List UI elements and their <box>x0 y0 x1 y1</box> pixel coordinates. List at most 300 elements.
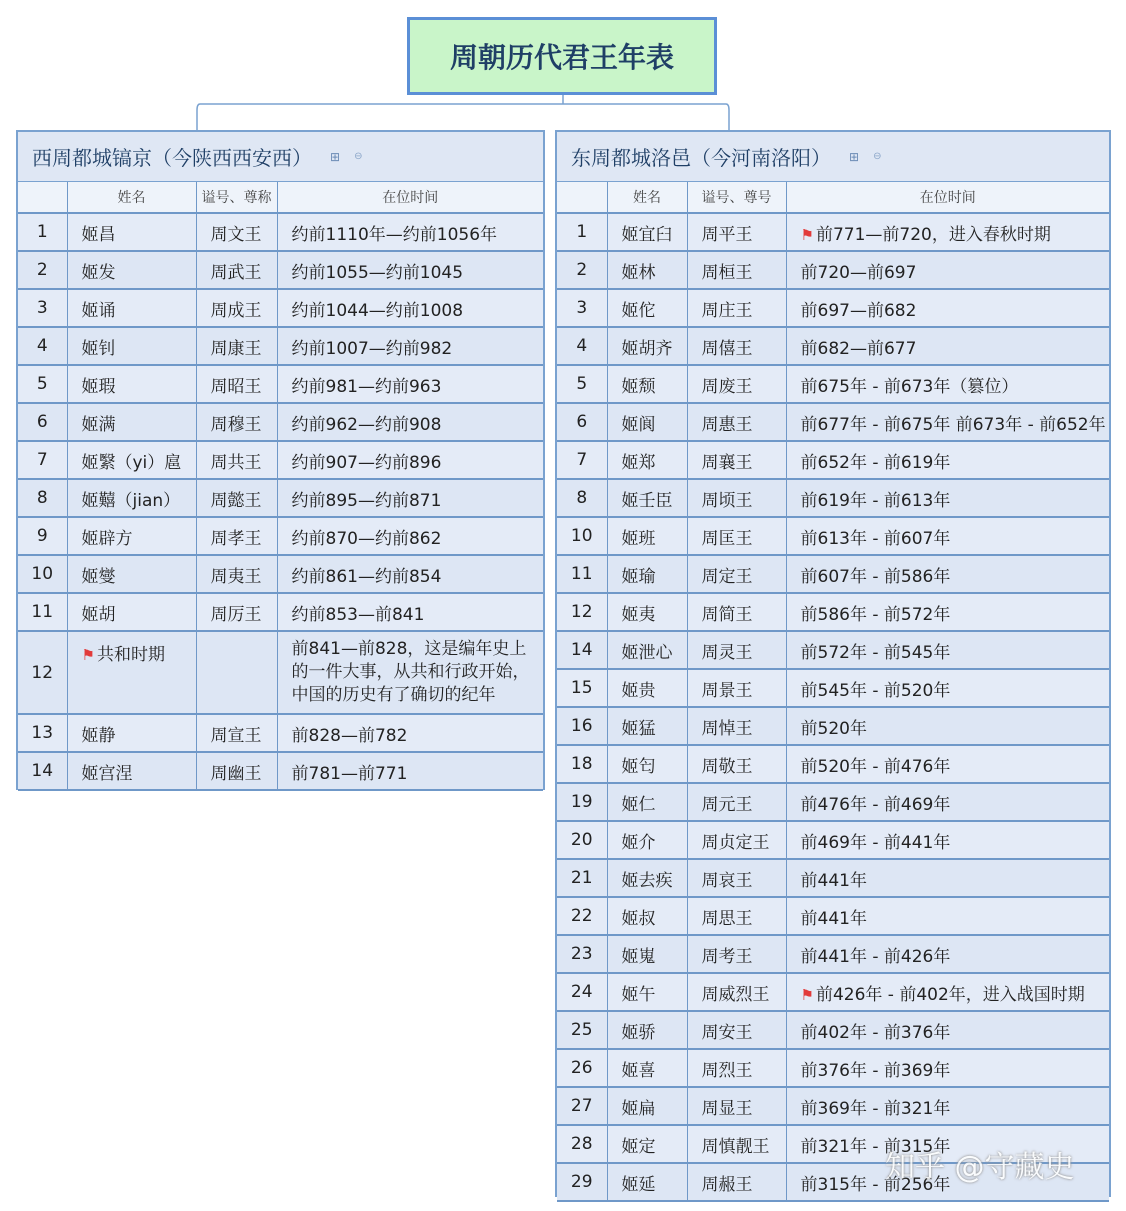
row-reign-text: 前402年 - 前376年 <box>800 1022 951 1043</box>
flag-icon: ⚑ <box>81 646 95 664</box>
row-index: 5 <box>557 365 607 403</box>
row-reign-text: 约前1110年—约前1056年 <box>291 224 498 245</box>
table-row <box>557 403 1109 441</box>
row-name-text: 姬瑜 <box>621 566 656 587</box>
row-reign <box>786 1087 1109 1125</box>
row-reign-text: 前369年 - 前321年 <box>800 1098 951 1119</box>
table-row <box>557 707 1109 745</box>
row-name <box>67 365 196 403</box>
table-row <box>557 783 1109 821</box>
row-name-text: 姬午 <box>621 984 656 1005</box>
row-index: 1 <box>557 213 607 251</box>
row-title: 周穆王 <box>196 403 277 441</box>
row-index: 13 <box>18 714 67 752</box>
row-reign-text: 前771—前720，进入春秋时期 <box>815 224 1051 245</box>
row-index: 4 <box>557 327 607 365</box>
row-name-text: 姬匄 <box>621 756 656 777</box>
row-index: 3 <box>18 289 67 327</box>
row-index: 5 <box>18 365 67 403</box>
row-index: 24 <box>557 973 607 1011</box>
row-name-text: 姬囏（jian） <box>81 490 181 511</box>
row-reign <box>786 441 1109 479</box>
row-index: 16 <box>557 707 607 745</box>
row-title: 周僖王 <box>687 327 786 365</box>
row-reign-text: 约前861—约前854 <box>291 566 442 587</box>
row-index: 6 <box>18 403 67 441</box>
row-reign <box>277 479 543 517</box>
row-name <box>67 517 196 555</box>
row-index: 1 <box>18 213 67 251</box>
table-row <box>18 365 543 403</box>
row-reign <box>786 973 1109 1011</box>
row-name <box>607 821 687 859</box>
row-name <box>607 441 687 479</box>
row-name-text: 姬林 <box>621 262 656 283</box>
row-name <box>607 479 687 517</box>
row-name-text: 姬胡齐 <box>621 338 673 359</box>
row-name <box>67 555 196 593</box>
row-name <box>607 1163 687 1201</box>
row-title: 周平王 <box>687 213 786 251</box>
table-row <box>557 441 1109 479</box>
row-name-text: 姬辟方 <box>81 528 133 549</box>
row-title: 周废王 <box>687 365 786 403</box>
table-row <box>18 251 543 289</box>
row-reign-text: 约前1007—约前982 <box>291 338 453 359</box>
row-name <box>67 213 196 251</box>
row-title: 周哀王 <box>687 859 786 897</box>
row-index: 6 <box>557 403 607 441</box>
row-reign-text: 约前853—前841 <box>291 604 425 625</box>
row-index: 28 <box>557 1125 607 1163</box>
row-reign-text: 约前907—约前896 <box>291 452 442 473</box>
col-header-name: 姓名 <box>607 182 687 213</box>
row-reign <box>277 752 543 790</box>
row-reign <box>786 1011 1109 1049</box>
row-name-text: 姬胡 <box>81 604 116 625</box>
row-name-text: 姬繄（yi）扈 <box>81 452 182 473</box>
row-reign-text: 前315年 - 前256年 <box>800 1174 951 1195</box>
row-name <box>607 289 687 327</box>
row-title: 周敬王 <box>687 745 786 783</box>
row-name-text: 姬瑕 <box>81 376 116 397</box>
table-row <box>557 479 1109 517</box>
table-row <box>18 631 543 714</box>
row-name-text: 共和时期 <box>96 645 165 665</box>
table-row <box>557 251 1109 289</box>
row-reign-text: 前441年 <box>800 870 867 891</box>
row-reign <box>786 213 1109 251</box>
row-reign <box>277 555 543 593</box>
row-name <box>607 707 687 745</box>
row-reign <box>786 631 1109 669</box>
col-header-title: 谥号、尊称 <box>196 182 277 213</box>
row-title: 周定王 <box>687 555 786 593</box>
row-title: 周考王 <box>687 935 786 973</box>
row-reign-text: 前426年 - 前402年，进入战国时期 <box>815 984 1085 1005</box>
row-title: 周厉王 <box>196 593 277 631</box>
row-reign <box>786 897 1109 935</box>
row-name <box>607 365 687 403</box>
row-reign-text: 前476年 - 前469年 <box>800 794 951 815</box>
row-name <box>607 1049 687 1087</box>
row-reign-text: 前697—前682 <box>800 300 917 321</box>
row-name <box>607 859 687 897</box>
row-index: 8 <box>557 479 607 517</box>
row-reign <box>786 251 1109 289</box>
table-row <box>18 289 543 327</box>
row-index: 9 <box>18 517 67 555</box>
row-name-text: 姬郑 <box>621 452 656 473</box>
row-reign <box>786 935 1109 973</box>
row-index: 15 <box>557 669 607 707</box>
col-header-reign: 在位时间 <box>277 182 543 213</box>
row-reign <box>277 441 543 479</box>
row-name <box>607 669 687 707</box>
row-name-text: 姬泄心 <box>621 642 673 663</box>
table-row <box>18 441 543 479</box>
row-name-text: 姬喜 <box>621 1060 656 1081</box>
row-reign-text: 前545年 - 前520年 <box>800 680 951 701</box>
row-index: 4 <box>18 327 67 365</box>
table-row <box>557 821 1109 859</box>
row-name-text: 姬延 <box>621 1174 656 1195</box>
row-name-text: 姬贵 <box>621 680 656 701</box>
row-title: 周孝王 <box>196 517 277 555</box>
row-name-text: 姬宜臼 <box>621 224 673 245</box>
table-row <box>18 593 543 631</box>
row-reign <box>786 517 1109 555</box>
row-reign <box>786 555 1109 593</box>
row-reign-text: 前720—前697 <box>800 262 917 283</box>
table-row <box>557 669 1109 707</box>
row-name <box>607 1011 687 1049</box>
row-reign <box>277 251 543 289</box>
flag-icon: ⚑ <box>800 225 814 244</box>
row-name-text: 姬发 <box>81 262 116 283</box>
row-title: 周烈王 <box>687 1049 786 1087</box>
row-name <box>67 714 196 752</box>
row-name <box>607 1087 687 1125</box>
west-zhou-heading-bar <box>18 132 543 182</box>
row-name-text: 姬骄 <box>621 1022 656 1043</box>
row-reign-text: 前607年 - 前586年 <box>800 566 951 587</box>
row-index: 7 <box>557 441 607 479</box>
row-name <box>607 403 687 441</box>
row-index: 3 <box>557 289 607 327</box>
row-reign-text: 前828—前782 <box>291 725 408 746</box>
east-zhou-table <box>557 182 1109 1202</box>
table-row <box>557 935 1109 973</box>
east-zhou-heading-bar <box>557 132 1109 182</box>
row-title: 周顷王 <box>687 479 786 517</box>
row-reign-text: 前441年 <box>800 908 867 929</box>
row-reign-text: 约前962—约前908 <box>291 414 442 435</box>
row-name <box>67 327 196 365</box>
west-zhou-table <box>18 182 543 791</box>
row-reign-text: 前613年 - 前607年 <box>800 528 951 549</box>
row-index: 14 <box>557 631 607 669</box>
row-title: 周慎靓王 <box>687 1125 786 1163</box>
row-name <box>607 555 687 593</box>
watermark: 知乎 @守藏史 <box>885 1150 1075 1185</box>
row-reign <box>786 327 1109 365</box>
row-reign-text: 约前895—约前871 <box>291 490 442 511</box>
row-index: 2 <box>18 251 67 289</box>
row-reign <box>786 783 1109 821</box>
row-title: 周文王 <box>196 213 277 251</box>
row-reign-text: 前572年 - 前545年 <box>800 642 951 663</box>
table-row <box>557 289 1109 327</box>
table-row <box>557 897 1109 935</box>
row-reign-text: 前441年 - 前426年 <box>800 946 951 967</box>
table-row <box>557 365 1109 403</box>
row-index: 22 <box>557 897 607 935</box>
row-reign <box>277 403 543 441</box>
row-name-text: 姬佗 <box>621 300 656 321</box>
row-title: 周庄王 <box>687 289 786 327</box>
row-title: 周惠王 <box>687 403 786 441</box>
row-name <box>67 631 196 714</box>
row-name-text: 姬猛 <box>621 718 656 739</box>
row-reign <box>277 365 543 403</box>
row-reign <box>786 707 1109 745</box>
table-row <box>557 1049 1109 1087</box>
central-topic[interactable] <box>407 17 717 95</box>
row-name-text: 姬介 <box>621 832 656 853</box>
east-zhou-panel[interactable] <box>555 130 1111 1197</box>
col-header-index <box>18 182 67 213</box>
row-reign <box>786 745 1109 783</box>
row-name <box>67 441 196 479</box>
table-row <box>557 593 1109 631</box>
row-reign-text: 前520年 <box>800 718 867 739</box>
row-reign-text: 前520年 - 前476年 <box>800 756 951 777</box>
row-index: 11 <box>557 555 607 593</box>
table-row <box>557 213 1109 251</box>
table-row <box>557 631 1109 669</box>
table-row <box>557 745 1109 783</box>
row-name <box>67 479 196 517</box>
row-name <box>607 745 687 783</box>
row-title: 周安王 <box>687 1011 786 1049</box>
row-title: 周昭王 <box>196 365 277 403</box>
row-name <box>67 251 196 289</box>
table-row <box>18 213 543 251</box>
row-index: 12 <box>557 593 607 631</box>
row-index: 18 <box>557 745 607 783</box>
row-reign-text: 前321年 - 前315年 <box>800 1136 951 1157</box>
table-add-icon[interactable]: ⊞ <box>330 149 341 164</box>
row-reign-text: 前841—前828，这是编年史上的一件大事，从共和行政开始，中国的历史有了确切的纪年 <box>291 639 530 705</box>
row-index: 19 <box>557 783 607 821</box>
page-title: 周朝历代君王年表 <box>449 41 674 74</box>
row-title: 周懿王 <box>196 479 277 517</box>
row-name <box>607 973 687 1011</box>
row-title: 周夷王 <box>196 555 277 593</box>
row-name <box>67 289 196 327</box>
row-name-text: 姬嵬 <box>621 946 656 967</box>
row-name <box>607 593 687 631</box>
row-name-text: 姬壬臣 <box>621 490 673 511</box>
row-reign-text: 前586年 - 前572年 <box>800 604 951 625</box>
row-index: 25 <box>557 1011 607 1049</box>
row-title: 周灵王 <box>687 631 786 669</box>
row-index: 7 <box>18 441 67 479</box>
table-add-icon[interactable]: ⊞ <box>849 149 860 164</box>
row-reign <box>277 714 543 752</box>
row-name-text: 姬夷 <box>621 604 656 625</box>
row-title: 周康王 <box>196 327 277 365</box>
row-index: 26 <box>557 1049 607 1087</box>
row-name <box>67 593 196 631</box>
row-reign-text: 约前870—约前862 <box>291 528 442 549</box>
col-header-index <box>557 182 607 213</box>
row-reign <box>786 479 1109 517</box>
table-row <box>18 555 543 593</box>
row-index: 11 <box>18 593 67 631</box>
west-zhou-panel[interactable] <box>16 130 545 790</box>
row-title: 周显王 <box>687 1087 786 1125</box>
row-name-text: 姬仁 <box>621 794 656 815</box>
row-index: 12 <box>18 631 67 714</box>
row-reign-text: 前781—前771 <box>291 763 408 784</box>
row-index: 10 <box>557 517 607 555</box>
row-reign-text: 前652年 - 前619年 <box>800 452 951 473</box>
col-header-reign: 在位时间 <box>786 182 1109 213</box>
row-index: 23 <box>557 935 607 973</box>
row-title: 周景王 <box>687 669 786 707</box>
row-title: 周共王 <box>196 441 277 479</box>
row-title: 周悼王 <box>687 707 786 745</box>
table-row <box>557 555 1109 593</box>
row-reign <box>277 517 543 555</box>
row-name-text: 姬扁 <box>621 1098 656 1119</box>
table-row <box>557 859 1109 897</box>
row-reign-text: 前376年 - 前369年 <box>800 1060 951 1081</box>
row-name-text: 姬昌 <box>81 224 116 245</box>
row-title: 周元王 <box>687 783 786 821</box>
row-title <box>196 631 277 714</box>
row-title: 周宣王 <box>196 714 277 752</box>
row-title: 周武王 <box>196 251 277 289</box>
row-title: 周简王 <box>687 593 786 631</box>
table-row <box>18 403 543 441</box>
row-index: 27 <box>557 1087 607 1125</box>
row-reign <box>277 631 543 714</box>
row-index: 10 <box>18 555 67 593</box>
row-reign-text: 约前981—约前963 <box>291 376 442 397</box>
col-header-name: 姓名 <box>67 182 196 213</box>
collapse-icon[interactable]: ⊖ <box>354 151 363 162</box>
row-reign-text: 前675年 - 前673年（篡位） <box>800 376 1019 397</box>
row-reign-text: 约前1055—约前1045 <box>291 262 464 283</box>
table-row <box>557 327 1109 365</box>
row-name <box>607 935 687 973</box>
row-title: 周成王 <box>196 289 277 327</box>
west-zhou-heading: 西周都城镐京（今陕西西安西） <box>32 146 312 170</box>
row-reign <box>786 821 1109 859</box>
row-name <box>607 517 687 555</box>
row-index: 14 <box>18 752 67 790</box>
row-reign <box>786 669 1109 707</box>
table-row <box>557 973 1109 1011</box>
row-index: 20 <box>557 821 607 859</box>
row-reign <box>786 365 1109 403</box>
col-header-title: 谥号、尊号 <box>687 182 786 213</box>
row-name-text: 姬颓 <box>621 376 656 397</box>
row-reign-text: 约前1044—约前1008 <box>291 300 464 321</box>
row-reign <box>786 593 1109 631</box>
row-index: 8 <box>18 479 67 517</box>
row-title: 周威烈王 <box>687 973 786 1011</box>
row-name-text: 姬满 <box>81 414 116 435</box>
row-reign <box>786 859 1109 897</box>
row-title: 周赧王 <box>687 1163 786 1201</box>
row-reign-text: 前619年 - 前613年 <box>800 490 951 511</box>
row-reign <box>786 1049 1109 1087</box>
flag-icon: ⚑ <box>800 985 814 1004</box>
row-title: 周匡王 <box>687 517 786 555</box>
row-name-text: 姬静 <box>81 725 116 746</box>
row-name <box>607 897 687 935</box>
row-name-text: 姬宫涅 <box>81 763 133 784</box>
row-index: 2 <box>557 251 607 289</box>
table-row <box>18 327 543 365</box>
row-index: 21 <box>557 859 607 897</box>
row-title: 周思王 <box>687 897 786 935</box>
table-row <box>18 714 543 752</box>
row-name <box>607 783 687 821</box>
row-index: 29 <box>557 1163 607 1201</box>
row-reign-text: 前469年 - 前441年 <box>800 832 951 853</box>
table-row <box>18 479 543 517</box>
row-reign-text: 前682—前677 <box>800 338 917 359</box>
row-name-text: 姬班 <box>621 528 656 549</box>
row-name-text: 姬阆 <box>621 414 656 435</box>
row-reign <box>786 289 1109 327</box>
row-reign <box>786 403 1109 441</box>
row-reign <box>277 213 543 251</box>
row-name-text: 姬燮 <box>81 566 116 587</box>
row-title: 周幽王 <box>196 752 277 790</box>
row-name-text: 姬定 <box>621 1136 656 1157</box>
row-reign-text: 前677年 - 前675年 前673年 - 前652年 <box>800 414 1106 435</box>
row-name <box>607 251 687 289</box>
table-row <box>557 1011 1109 1049</box>
row-title: 周桓王 <box>687 251 786 289</box>
table-row <box>557 517 1109 555</box>
row-name-text: 姬钊 <box>81 338 116 359</box>
row-reign <box>277 289 543 327</box>
row-name <box>67 752 196 790</box>
row-name-text: 姬诵 <box>81 300 116 321</box>
row-name-text: 姬叔 <box>621 908 656 929</box>
row-title: 周贞定王 <box>687 821 786 859</box>
row-reign <box>277 327 543 365</box>
table-row <box>18 517 543 555</box>
collapse-icon[interactable]: ⊖ <box>873 151 882 162</box>
table-row <box>557 1087 1109 1125</box>
row-name <box>67 403 196 441</box>
row-name <box>607 1125 687 1163</box>
row-name <box>607 213 687 251</box>
row-name-text: 姬去疾 <box>621 870 673 891</box>
east-zhou-heading: 东周都城洛邑（今河南洛阳） <box>571 146 831 170</box>
row-reign <box>277 593 543 631</box>
row-name <box>607 327 687 365</box>
table-row <box>18 752 543 790</box>
